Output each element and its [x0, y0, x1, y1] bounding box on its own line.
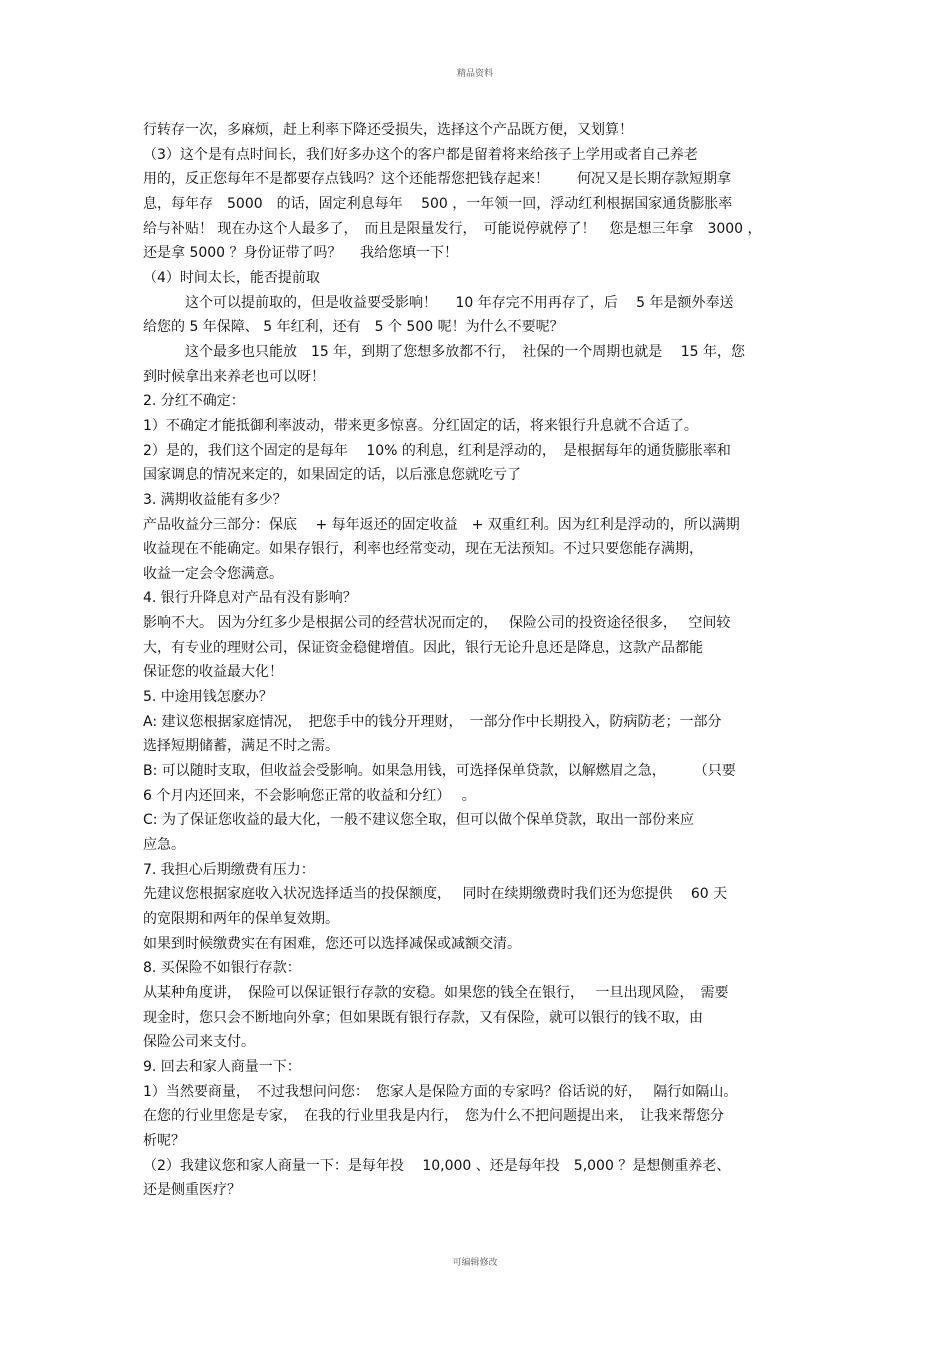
text-line: 息，每年存 5000 的话，固定利息每年 500 ，一年领一回，浮动红利根据国家通货膨胀率: [143, 195, 733, 212]
text-line: 1）不确定才能抵御利率波动，带来更多惊喜。分红固定的话，将来银行升息就不合适了。: [143, 417, 698, 434]
text-line: 收益一定会令您满意。: [143, 565, 283, 582]
text-line: 给您的 5 年保障、 5 年红利，还有 5 个 500 呢！为什么不要呢？: [143, 319, 564, 336]
page-header: 精品资料: [456, 69, 493, 79]
text-line: 如果到时候缴费实在有困难，您还可以选择减保或减额交清。: [143, 935, 521, 952]
text-line: 7. 我担心后期缴费有压力：: [143, 861, 315, 878]
text-line: （3）这个是有点时间长，我们好多办这个的客户都是留着将来给孩子上学用或者自己养老: [143, 146, 698, 163]
text-line: A: 建议您根据家庭情况， 把您手中的钱分开理财， 一部分作中长期投入，防病防老；一部分: [143, 713, 722, 730]
text-line: 现金时，您只会不断地向外拿；但如果既有银行存款，又有保险，就可以银行的钱不取，由: [143, 1009, 703, 1026]
text-line: 这个可以提前取的，但是收益要受影响！ 10 年存完不用再存了，后 5 年是额外奉送: [185, 294, 734, 311]
text-line: 收益现在不能确定。如果存银行，利率也经常变动，现在无法预知。不过只要您能存满期，: [143, 541, 703, 558]
text-line: 5. 中途用钱怎麽办？: [143, 689, 273, 706]
text-line: 这个最多也只能放 15 年，到期了您想多放都不行， 社保的一个周期也就是 15 年，您: [185, 343, 745, 360]
text-line: 到时候拿出来养老也可以呀！: [143, 368, 325, 385]
text-line: B: 可以随时支取，但收益会受影响。如果急用钱，可选择保单贷款，以解燃眉之急， （只要: [143, 763, 736, 780]
text-line: 1）当然要商量， 不过我想问问您： 您家人是保险方面的专家吗？俗话说的好， 隔行如隔山。: [143, 1083, 738, 1100]
text-line: 应急。: [143, 837, 185, 854]
text-line: 2）是的，我们这个固定的是每年 10% 的利息，红利是浮动的， 是根据每年的通货膨胀率和: [143, 442, 731, 459]
text-line: 6 个月内还回来，不会影响您正常的收益和分红） 。: [143, 787, 476, 804]
text-line: 从某种角度讲， 保险可以保证银行存款的安稳。如果您的钱全在银行， 一旦出现风险， 需要: [143, 984, 729, 1001]
text-line: 9. 回去和家人商量一下：: [143, 1058, 301, 1075]
text-line: 行转存一次，多麻烦，赶上利率下降还受损失，选择这个产品既方便，又划算！: [143, 122, 633, 138]
text-line: 4. 银行升降息对产品有没有影响？: [143, 590, 357, 607]
text-line: 用的，反正您每年不是都要存点钱吗？这个还能帮您把钱存起来！ 何况又是长期存款短期拿: [143, 171, 731, 188]
text-line: 影响不大。 因为分红多少是根据公司的经营状况而定的， 保险公司的投资途径很多， 空间较: [143, 615, 731, 632]
text-line: 先建议您根据家庭收入状况选择适当的投保额度， 同时在续期缴费时我们还为您提供 60 天: [143, 886, 728, 903]
text-line: 还是侧重医疗？: [143, 1182, 241, 1199]
text-line: 析呢？: [143, 1132, 185, 1149]
text-line: 3. 满期收益能有多少？: [143, 491, 287, 508]
text-line: 还是拿 5000 ？身份证带了吗？ 我给您填一下！: [143, 245, 458, 262]
text-line: 8. 买保险不如银行存款：: [143, 960, 301, 977]
text-line: 保证您的收益最大化！: [143, 664, 283, 681]
text-line: 2. 分红不确定：: [143, 393, 245, 410]
text-line: C: 为了保证您收益的最大化，一般不建议您全取，但可以做个保单贷款，取出一部份来应: [143, 812, 694, 829]
text-line: 在您的行业里您是专家， 在我的行业里我是内行， 您为什么不把问题提出来， 让我来帮您分: [143, 1108, 724, 1125]
text-line: 的宽限期和两年的保单复效期。: [143, 911, 339, 927]
text-line: （4）时间太长，能否提前取: [143, 269, 320, 286]
text-line: （2）我建议您和家人商量一下：是每年投 10,000 、还是每年投 5,000 ？是想侧重养老、: [143, 1157, 731, 1174]
page-footer: 可编辑修改: [452, 1258, 498, 1268]
document-body: [143, 118, 813, 1203]
text-line: 大，有专业的理财公司，保证资金稳健增值。因此，银行无论升息还是降息，这款产品都能: [143, 639, 703, 656]
text-line: 给与补贴！ 现在办这个人最多了， 而且是限量发行， 可能说停就停了！ 您是想三年拿 3000 ，: [143, 220, 762, 237]
text-line: 国家调息的情况来定的，如果固定的话，以后涨息您就吃亏了: [143, 467, 521, 484]
text-line: 保险公司来支付。: [143, 1034, 255, 1051]
text-line: 选择短期储蓄，满足不时之需。: [143, 738, 339, 755]
text-line: 产品收益分三部分：保底 + 每年返还的固定收益 + 双重红利。因为红利是浮动的，所以满期: [143, 516, 740, 533]
